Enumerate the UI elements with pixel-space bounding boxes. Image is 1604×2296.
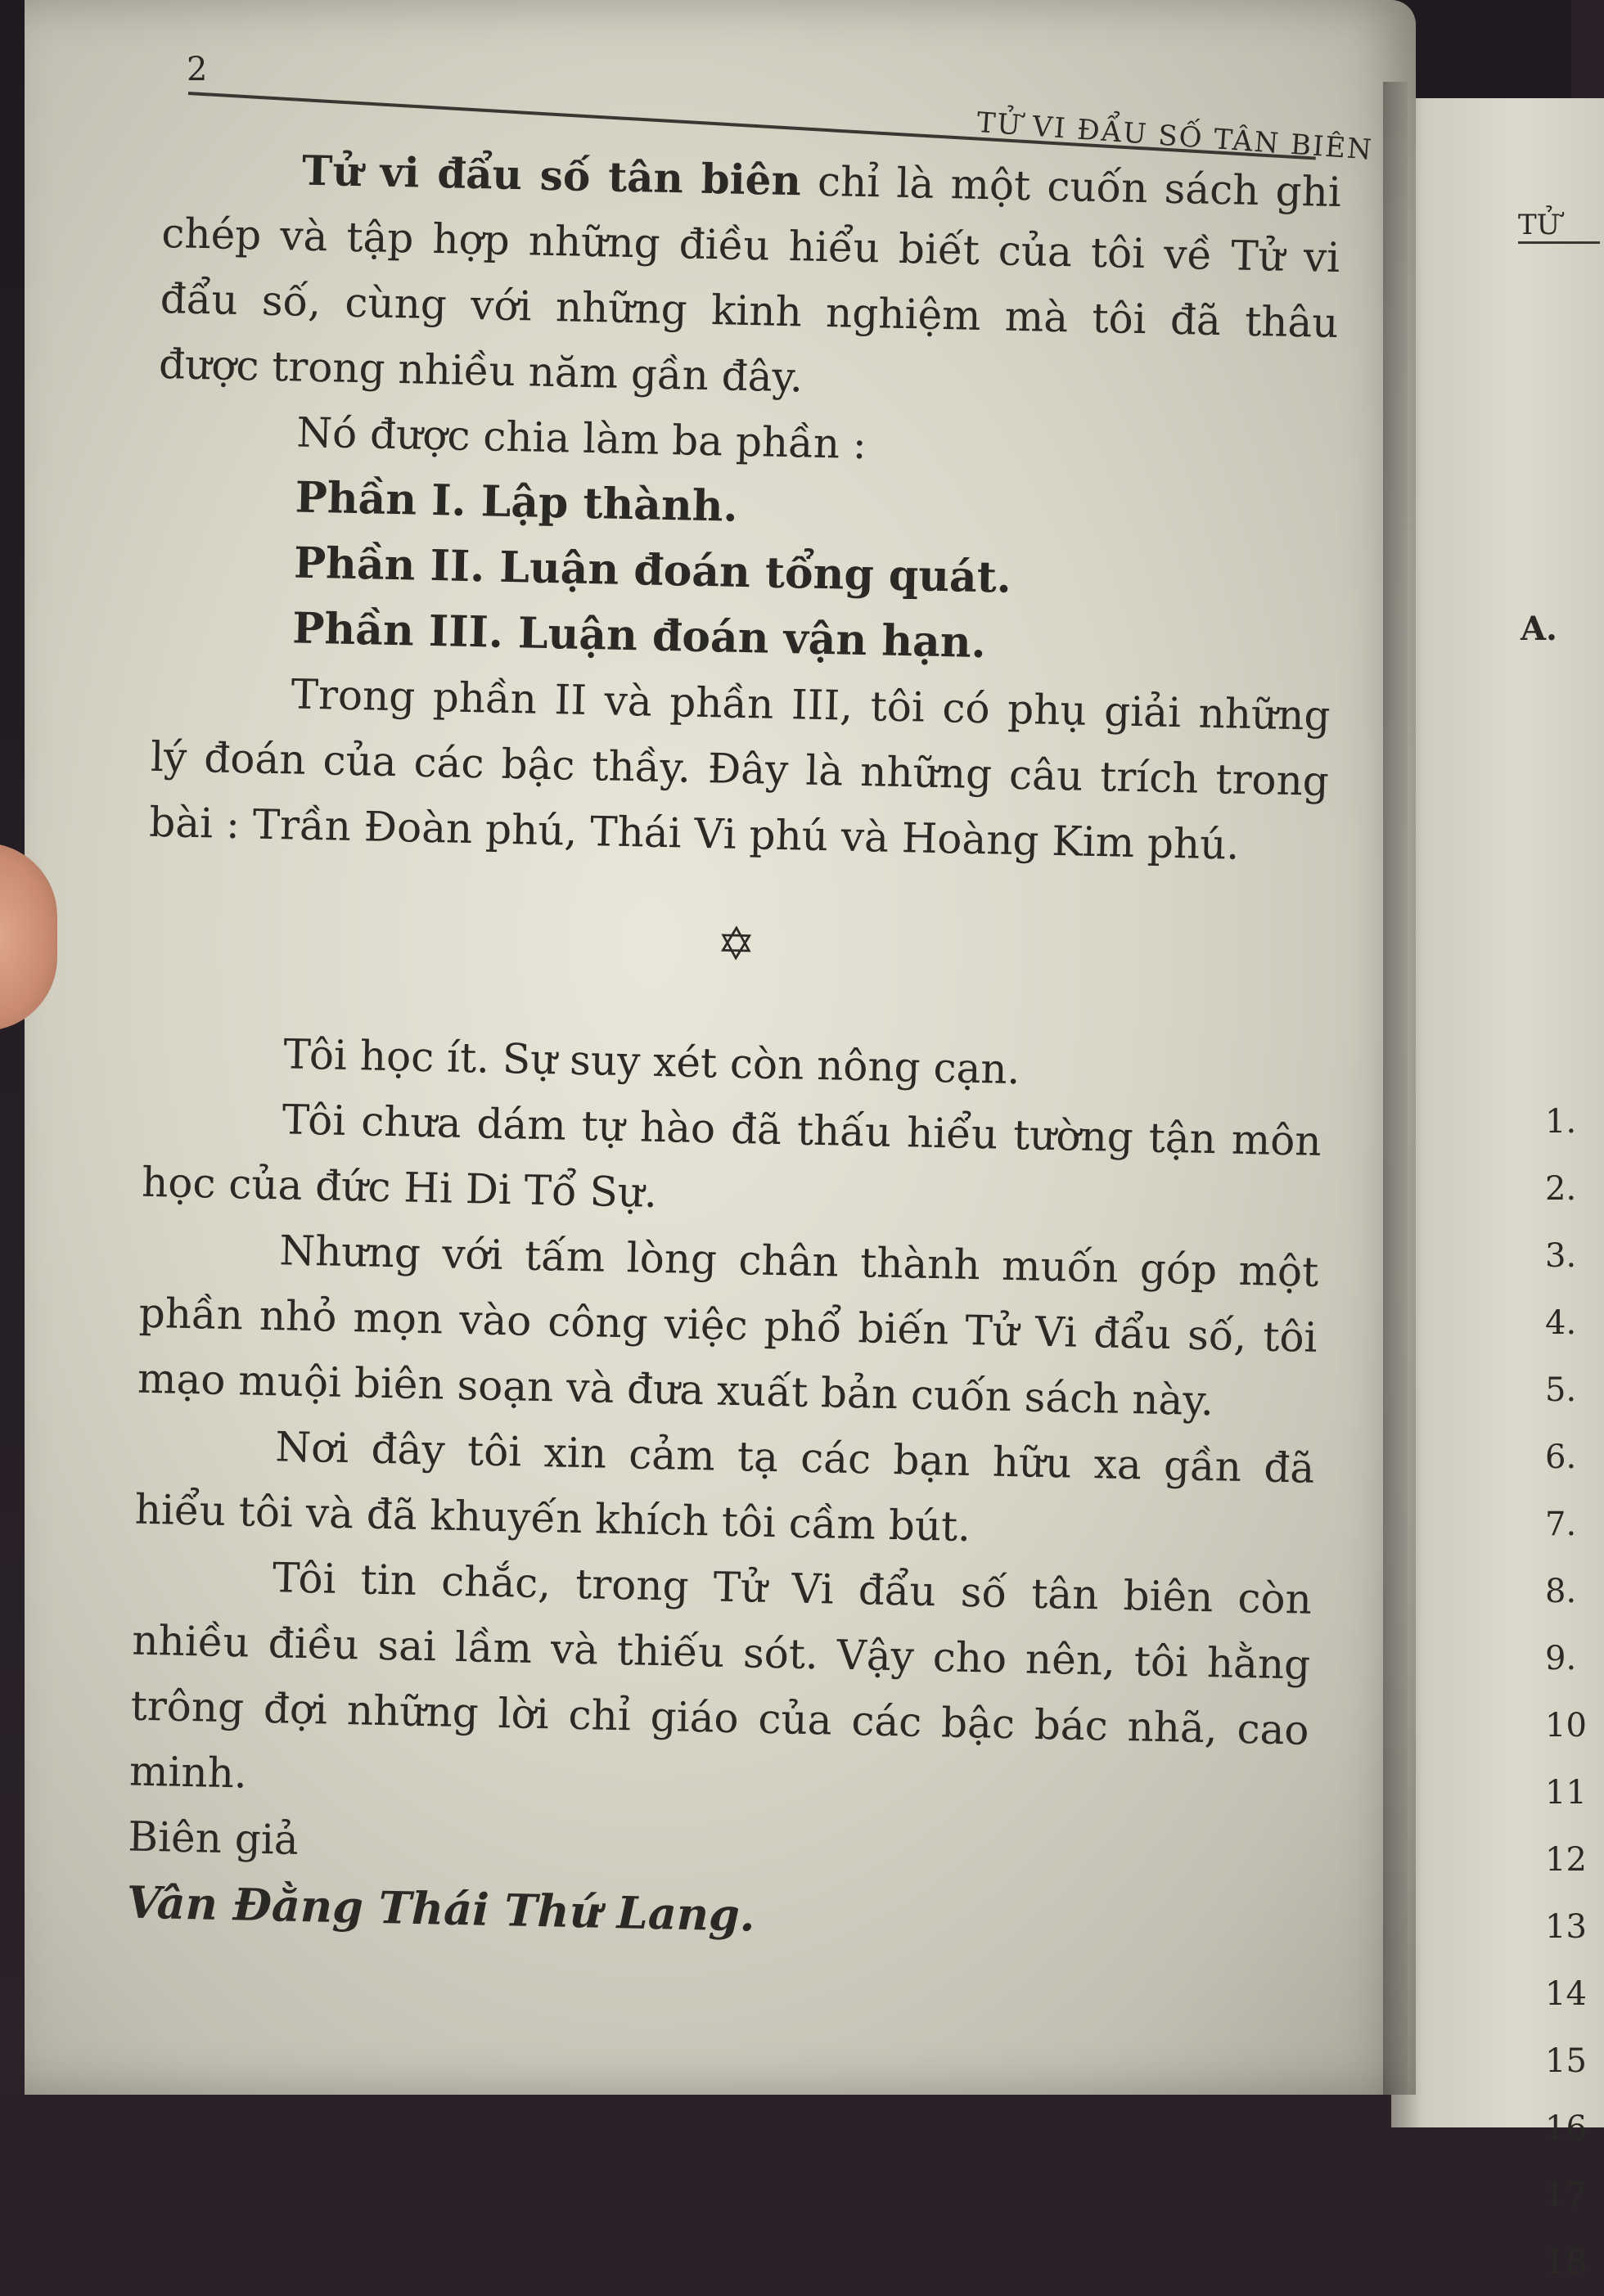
signature-role: Biên giả — [127, 1812, 300, 1864]
paragraph-3: Nhưng với tấm lòng chân thành muốn góp một phần nhỏ mọn vào công việc phổ biến Tử Vi đẩu số, tôi mạo muội biên soạn và đưa xuất bản cuốn sách này. — [137, 1227, 1319, 1425]
parts-intro: Nó được chia làm ba phần : — [295, 408, 867, 469]
parts-note: Trong phần II và phần III, tôi có phụ giải những lý đoán của các bậc thầy. Đây là những câu trích trong bài : Trần Đoàn phú, Thái Vi phú và Hoàng Kim phú. — [148, 670, 1331, 869]
right-page-number: 2. — [1545, 1170, 1577, 1208]
right-page-number: 17 — [1545, 2177, 1587, 2214]
right-page-number: 1. — [1545, 1103, 1577, 1141]
star-separator-icon: ✡ — [716, 917, 756, 972]
paragraph-4: Nơi đây tôi xin cảm tạ các bạn hữu xa gần đã hiểu tôi và đã khuyến khích tôi cầm bút. — [134, 1423, 1315, 1551]
right-page-number: 14 — [1545, 1975, 1587, 2013]
right-page-number: 4. — [1545, 1304, 1577, 1342]
right-page-number: 9. — [1545, 1640, 1577, 1677]
paragraph-2: Tôi chưa dám tự hào đã thấu hiểu tường tận môn học của đức Hi Di Tổ Sự. — [141, 1096, 1322, 1217]
right-page-letter: A. — [1521, 610, 1557, 648]
intro-paragraph — [158, 135, 1341, 421]
part-3: Phần III. Luận đoán vận hạn. — [291, 603, 987, 669]
part-2: Phần II. Luận đoán tổng quát. — [293, 538, 1012, 603]
right-page-number: 11 — [1545, 1774, 1587, 1812]
right-page-number: 7. — [1545, 1506, 1577, 1543]
right-page-number: 10 — [1545, 1707, 1587, 1745]
book-gutter — [1383, 82, 1408, 2095]
book-title-lead: Tử vi đẩu số tân biên — [301, 146, 802, 205]
intro-text: chỉ là một cuốn sách ghi chép và tập hợp những điều hiểu biết của tôi về Tử vi đẩu số, cùng với những kinh nghiệm mà tôi đã thâu được trong nhiều năm gần đây. — [158, 157, 1342, 402]
right-page-number: 5. — [1545, 1371, 1577, 1409]
signature-name: Vân Đằng Thái Thứ Lang. — [126, 1875, 756, 1942]
right-page-number: 16 — [1545, 2109, 1587, 2147]
paragraph-5: Tôi tin chắc, trong Tử Vi đẩu số tân biên còn nhiều điều sai lầm và thiếu sót. Vậy cho nên, tôi hằng trông đợi những lời chỉ giáo của các bậc bác nhã, cao minh. — [128, 1554, 1313, 1798]
part-1: Phần I. Lập thành. — [295, 472, 739, 532]
right-page-number: 13 — [1545, 1908, 1587, 1946]
right-page-number: 18 — [1545, 2244, 1587, 2281]
right-page-number: 8. — [1545, 1573, 1577, 1610]
right-page-number: 3. — [1545, 1237, 1577, 1275]
right-page-number: 12 — [1545, 1841, 1587, 1879]
right-page-number: 6. — [1545, 1438, 1577, 1476]
page-text — [126, 135, 1342, 1960]
right-page-head: TỬ — [1518, 209, 1600, 244]
right-page-number: 15 — [1545, 2042, 1587, 2080]
running-head: TỬ VI ĐẨU SỐ TÂN BIÊN — [975, 106, 1375, 167]
right-page-numbers — [1545, 1088, 1587, 2296]
paragraph-1: Tôi học ít. Sự suy xét còn nông cạn. — [282, 1030, 1021, 1094]
page-number: 2 — [187, 51, 208, 88]
